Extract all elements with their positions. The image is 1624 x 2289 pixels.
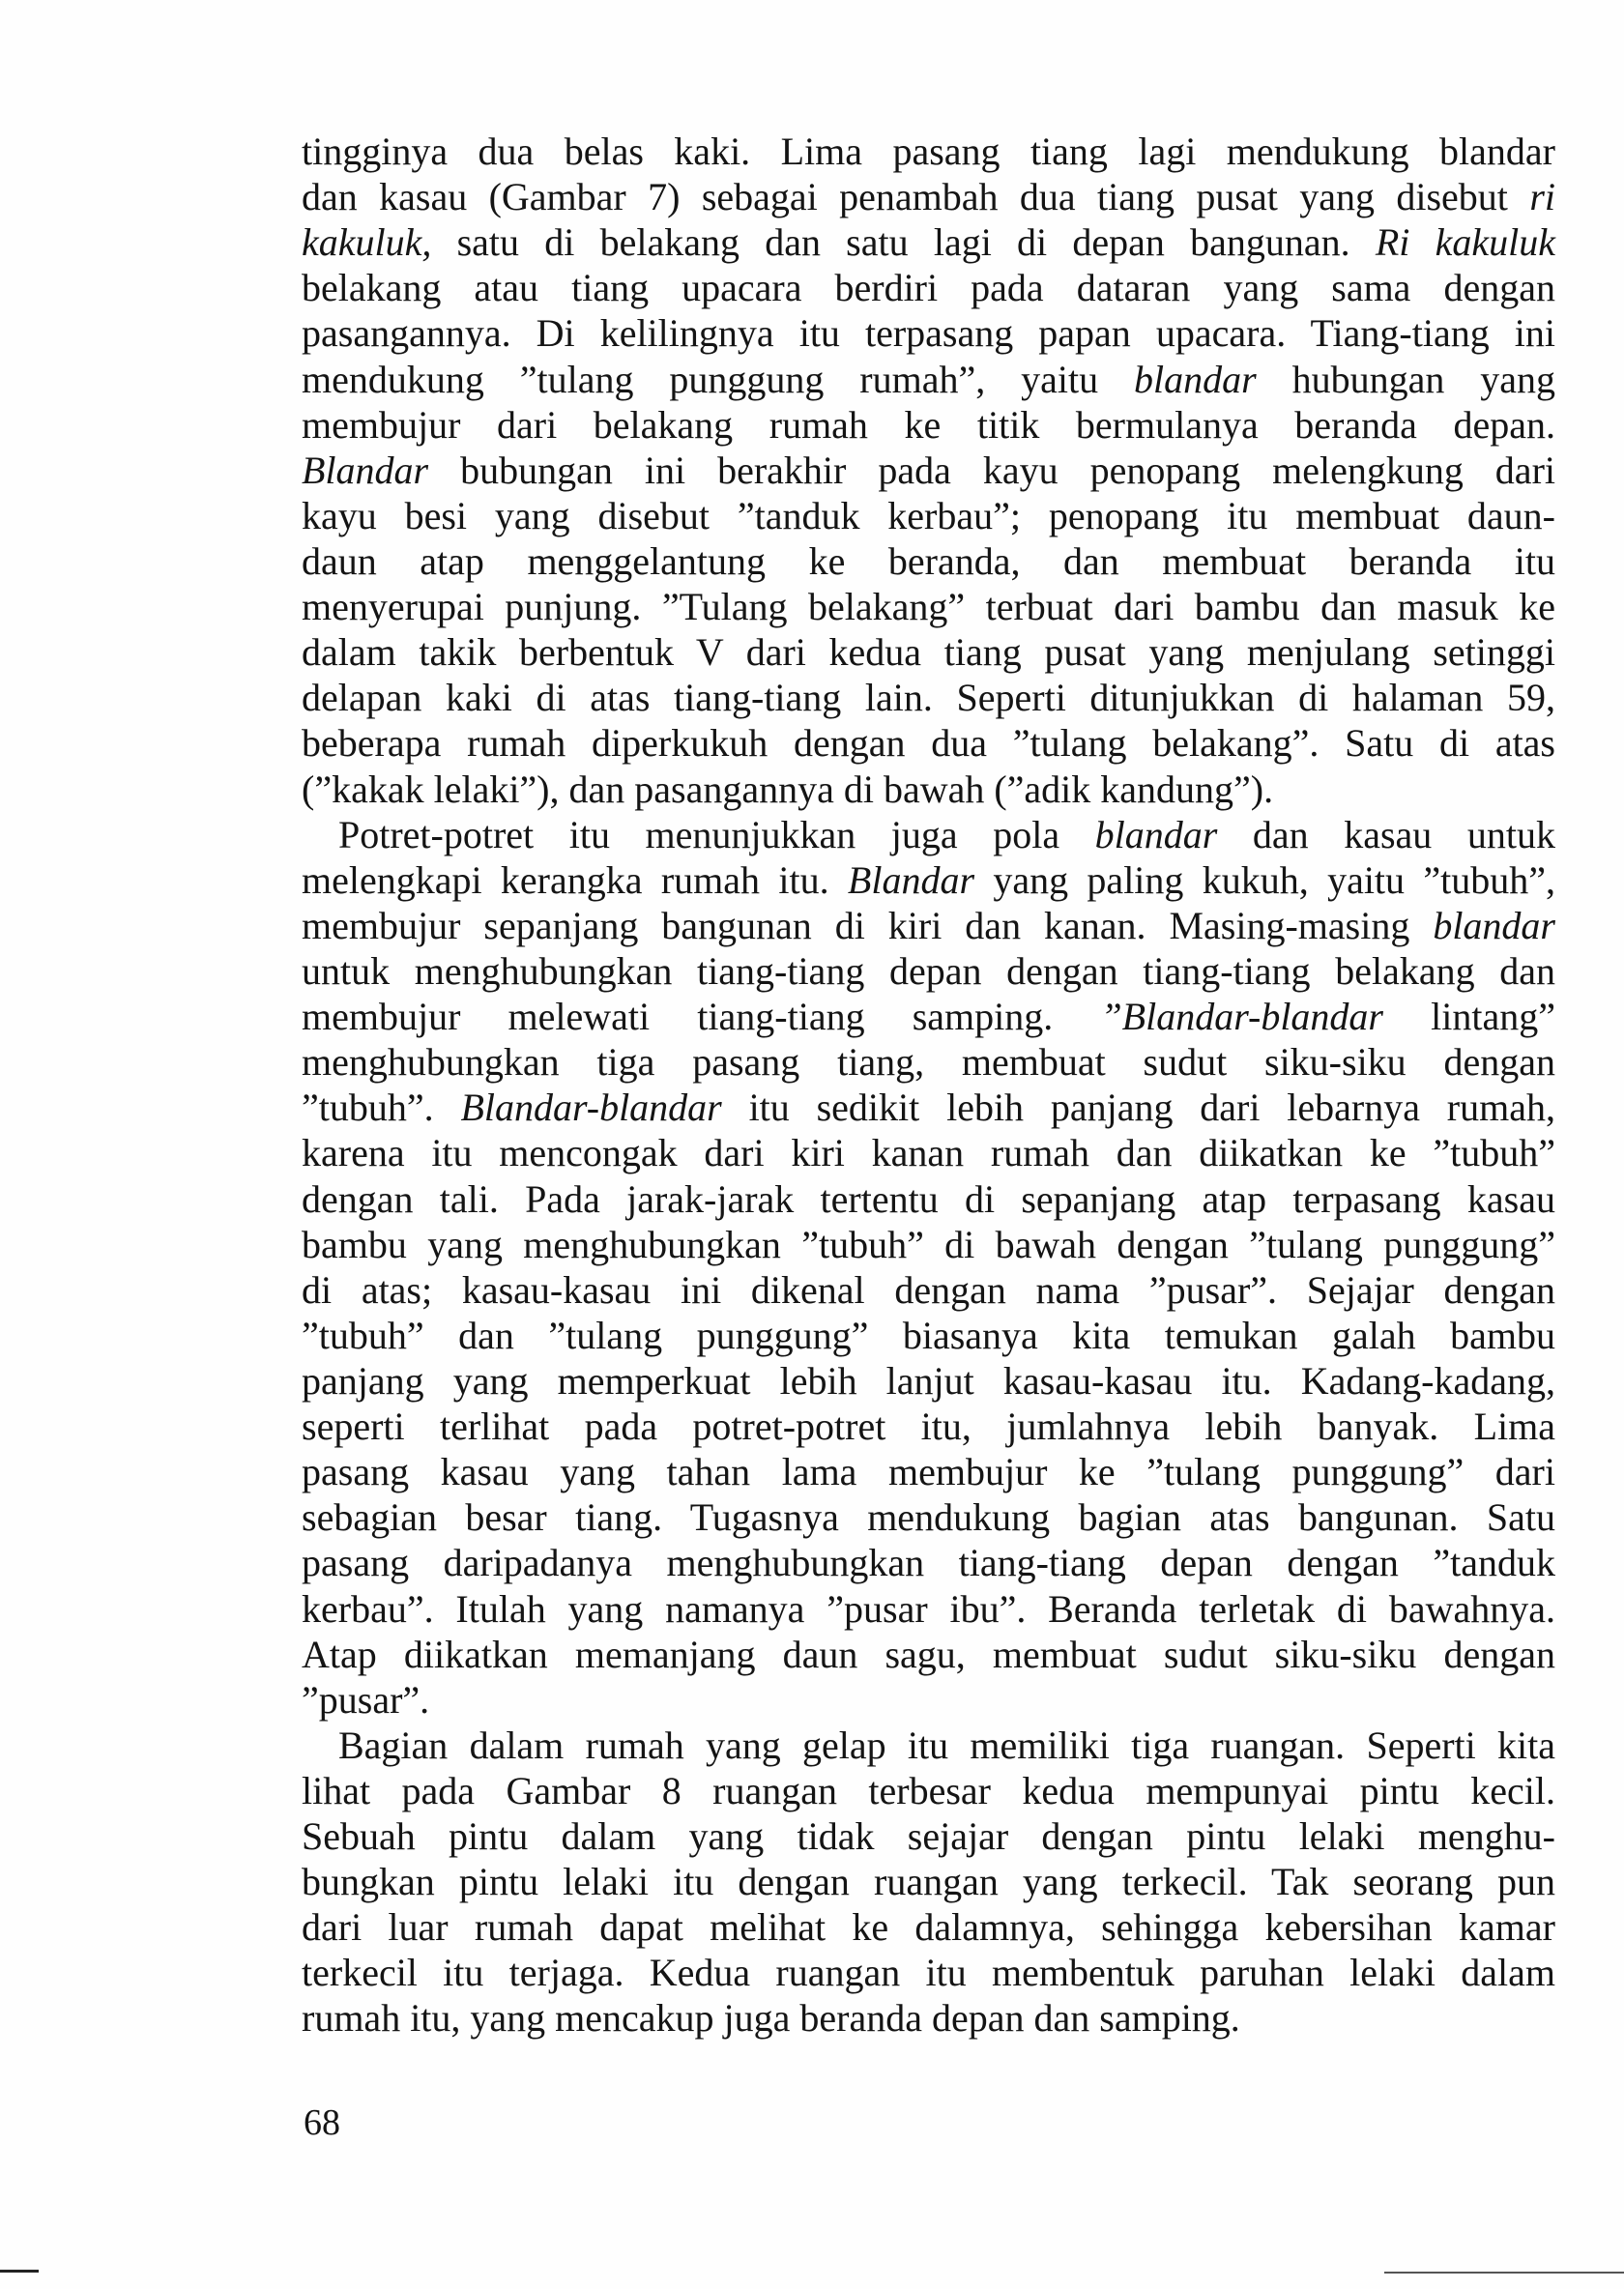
text-run: bubungan ini berakhir pada kayu penopang melengkung dari: [428, 448, 1555, 492]
text-run: panjang yang memperkuat lebih lanjut kasau-kasau itu. Kadang-kadang,: [302, 1358, 1555, 1403]
text-line: [302, 1813, 1555, 1859]
text-line: [302, 948, 1555, 994]
text-line: [302, 1586, 1555, 1632]
text-line: [302, 629, 1555, 675]
text-line: [302, 1723, 1555, 1768]
text-line: [302, 1859, 1555, 1904]
text-run: delapan kaki di atas tiang-tiang lain. Seperti ditunjukkan di halaman 59,: [302, 676, 1555, 720]
text-run: ”tubuh” dan ”tulang punggung” biasanya kita temukan galah bambu: [302, 1313, 1555, 1357]
text-run: hubungan yang: [1256, 357, 1555, 401]
text-run: beberapa rumah diperkukuh dengan dua ”tulang belakang”. Satu di atas: [302, 721, 1555, 766]
text-run: ”pusar”.: [302, 1677, 430, 1722]
text-line: [302, 1677, 1555, 1723]
text-run: dalam takik berbentuk V dari kedua tiang pusat yang menjulang setinggi: [302, 630, 1555, 675]
italic-term: blandar: [1094, 812, 1218, 856]
text-line: [302, 1085, 1555, 1130]
text-run: mendukung ”tulang punggung rumah”, yaitu: [302, 357, 1134, 401]
body-text: [302, 129, 1555, 2042]
text-line: [302, 1039, 1555, 1085]
text-line: [302, 1176, 1555, 1222]
text-run: menyerupai punjung. ”Tulang belakang” terbuat dari bambu dan masuk ke: [302, 585, 1555, 629]
text-line: [302, 994, 1555, 1039]
text-line: [302, 129, 1555, 174]
text-run: karena itu mencongak dari kiri kanan rumah dan diikatkan ke ”tubuh”: [302, 1131, 1555, 1175]
italic-term: ”Blandar-blandar: [1100, 995, 1383, 1039]
text-line: [302, 1313, 1555, 1358]
text-line: [302, 448, 1555, 493]
text-run: pasang kasau yang tahan lama membujur ke ”tulang punggung” dari: [302, 1450, 1555, 1494]
text-run: pasang daripadanya menghubungkan tiang-tiang depan dengan ”tanduk: [302, 1541, 1555, 1585]
text-run: dan kasau (Gambar 7) sebagai penambah dua tiang pusat yang disebut: [302, 175, 1530, 219]
text-line: [302, 584, 1555, 629]
text-line: [302, 857, 1555, 903]
text-run: Atap diikatkan memanjang daun sagu, membuat sudut siku-siku dengan: [302, 1632, 1555, 1676]
text-line: [302, 1540, 1555, 1585]
text-run: lintang”: [1383, 995, 1555, 1039]
text-run: menghubungkan tiga pasang tiang, membuat sudut siku-siku dengan: [302, 1040, 1555, 1085]
text-line: [302, 265, 1555, 310]
text-line: [302, 1995, 1555, 2041]
text-run: di atas; kasau-kasau ini dikenal dengan nama ”pusar”. Sejajar dengan: [302, 1267, 1555, 1312]
text-line: [302, 767, 1555, 812]
text-line: [302, 675, 1555, 720]
text-run: melengkapi kerangka rumah itu.: [302, 857, 848, 902]
italic-term: ri: [1529, 175, 1555, 219]
text-line: [302, 903, 1555, 948]
text-run: seperti terlihat pada potret-potret itu, jumlahnya lebih banyak. Lima: [302, 1405, 1555, 1449]
text-line: [302, 402, 1555, 448]
italic-term: Blandar: [302, 448, 429, 492]
text-run: Sebuah pintu dalam yang tidak sejajar dengan pintu lelaki menghu-: [302, 1814, 1555, 1859]
text-run: ”tubuh”.: [302, 1086, 461, 1130]
paragraph: [302, 1723, 1555, 2042]
text-run: dengan tali. Pada jarak-jarak tertentu di sepanjang atap terpasang kasau: [302, 1176, 1555, 1221]
italic-term: blandar: [1134, 357, 1257, 401]
italic-term: kakuluk,: [302, 220, 432, 265]
text-run: Bagian dalam rumah yang gelap itu memiliki tiga ruangan. Seperti kita: [338, 1723, 1555, 1767]
text-line: [302, 1358, 1555, 1404]
paragraph: [302, 812, 1555, 1723]
text-run: kayu besi yang disebut ”tanduk kerbau”; penopang itu membuat daun-: [302, 493, 1555, 537]
text-line: [302, 1222, 1555, 1267]
text-run: belakang atau tiang upacara berdiri pada dataran yang sama dengan: [302, 266, 1555, 310]
scan-edge-mark: [1384, 2272, 1624, 2274]
text-run: (”kakak lelaki”), dan pasangannya di bawah (”adik kandung”).: [302, 767, 1274, 811]
text-line: [302, 812, 1555, 857]
page-number: 68: [304, 2102, 340, 2143]
paragraph: [302, 129, 1555, 812]
text-line: [302, 720, 1555, 766]
italic-term: blandar: [1433, 903, 1555, 947]
scan-edge-mark: [0, 2270, 39, 2273]
text-run: pasangannya. Di kelilingnya itu terpasang papan upacara. Tiang-tiang ini: [302, 311, 1555, 356]
text-line: [302, 1904, 1555, 1950]
text-line: [302, 1494, 1555, 1540]
text-run: terkecil itu terjaga. Kedua ruangan itu membentuk paruhan lelaki dalam: [302, 1951, 1555, 1995]
text-run: untuk menghubungkan tiang-tiang depan dengan tiang-tiang belakang dan: [302, 948, 1555, 993]
text-line: [302, 493, 1555, 538]
text-line: [302, 1267, 1555, 1313]
text-line: [302, 1130, 1555, 1175]
text-run: satu di belakang dan satu lagi di depan bangunan.: [431, 220, 1376, 265]
text-line: [302, 174, 1555, 219]
text-line: [302, 1950, 1555, 1995]
text-line: [302, 219, 1555, 265]
text-line: [302, 1768, 1555, 1813]
text-line: [302, 538, 1555, 584]
text-run: yang paling kukuh, yaitu ”tubuh”,: [974, 857, 1555, 902]
text-run: membujur sepanjang bangunan di kiri dan kanan. Masing-masing: [302, 903, 1434, 947]
text-run: bambu yang menghubungkan ”tubuh” di bawah dengan ”tulang punggung”: [302, 1222, 1555, 1266]
text-run: membujur dari belakang rumah ke titik bermulanya beranda depan.: [302, 402, 1555, 447]
text-run: dan kasau untuk: [1217, 812, 1555, 856]
italic-term: Ri kakuluk: [1375, 220, 1556, 265]
text-run: Potret-potret itu menunjukkan juga pola: [338, 812, 1095, 856]
text-line: [302, 310, 1555, 356]
text-line: [302, 1404, 1555, 1449]
text-run: daun atap menggelantung ke beranda, dan membuat beranda itu: [302, 538, 1555, 583]
text-run: membujur melewati tiang-tiang samping.: [302, 995, 1101, 1039]
text-line: [302, 1449, 1555, 1494]
italic-term: Blandar: [847, 857, 975, 902]
text-run: sebagian besar tiang. Tugasnya mendukung bagian atas bangunan. Satu: [302, 1495, 1555, 1540]
text-run: lihat pada Gambar 8 ruangan terbesar kedua mempunyai pintu kecil.: [302, 1768, 1555, 1812]
text-run: tingginya dua belas kaki. Lima pasang tiang lagi mendukung blandar: [302, 130, 1555, 173]
text-run: kerbau”. Itulah yang namanya ”pusar ibu”. Beranda terletak di bawahnya.: [302, 1586, 1555, 1631]
text-run: bungkan pintu lelaki itu dengan ruangan yang terkecil. Tak seorang pun: [302, 1860, 1555, 1904]
text-run: itu sedikit lebih panjang dari lebarnya rumah,: [721, 1086, 1555, 1130]
text-line: [302, 1632, 1555, 1677]
text-line: [302, 357, 1555, 402]
text-run: rumah itu, yang mencakup juga beranda depan dan samping.: [302, 1996, 1240, 2041]
text-run: dari luar rumah dapat melihat ke dalamnya, sehingga kebersihan kamar: [302, 1905, 1555, 1950]
italic-term: Blandar-blandar: [460, 1086, 722, 1130]
